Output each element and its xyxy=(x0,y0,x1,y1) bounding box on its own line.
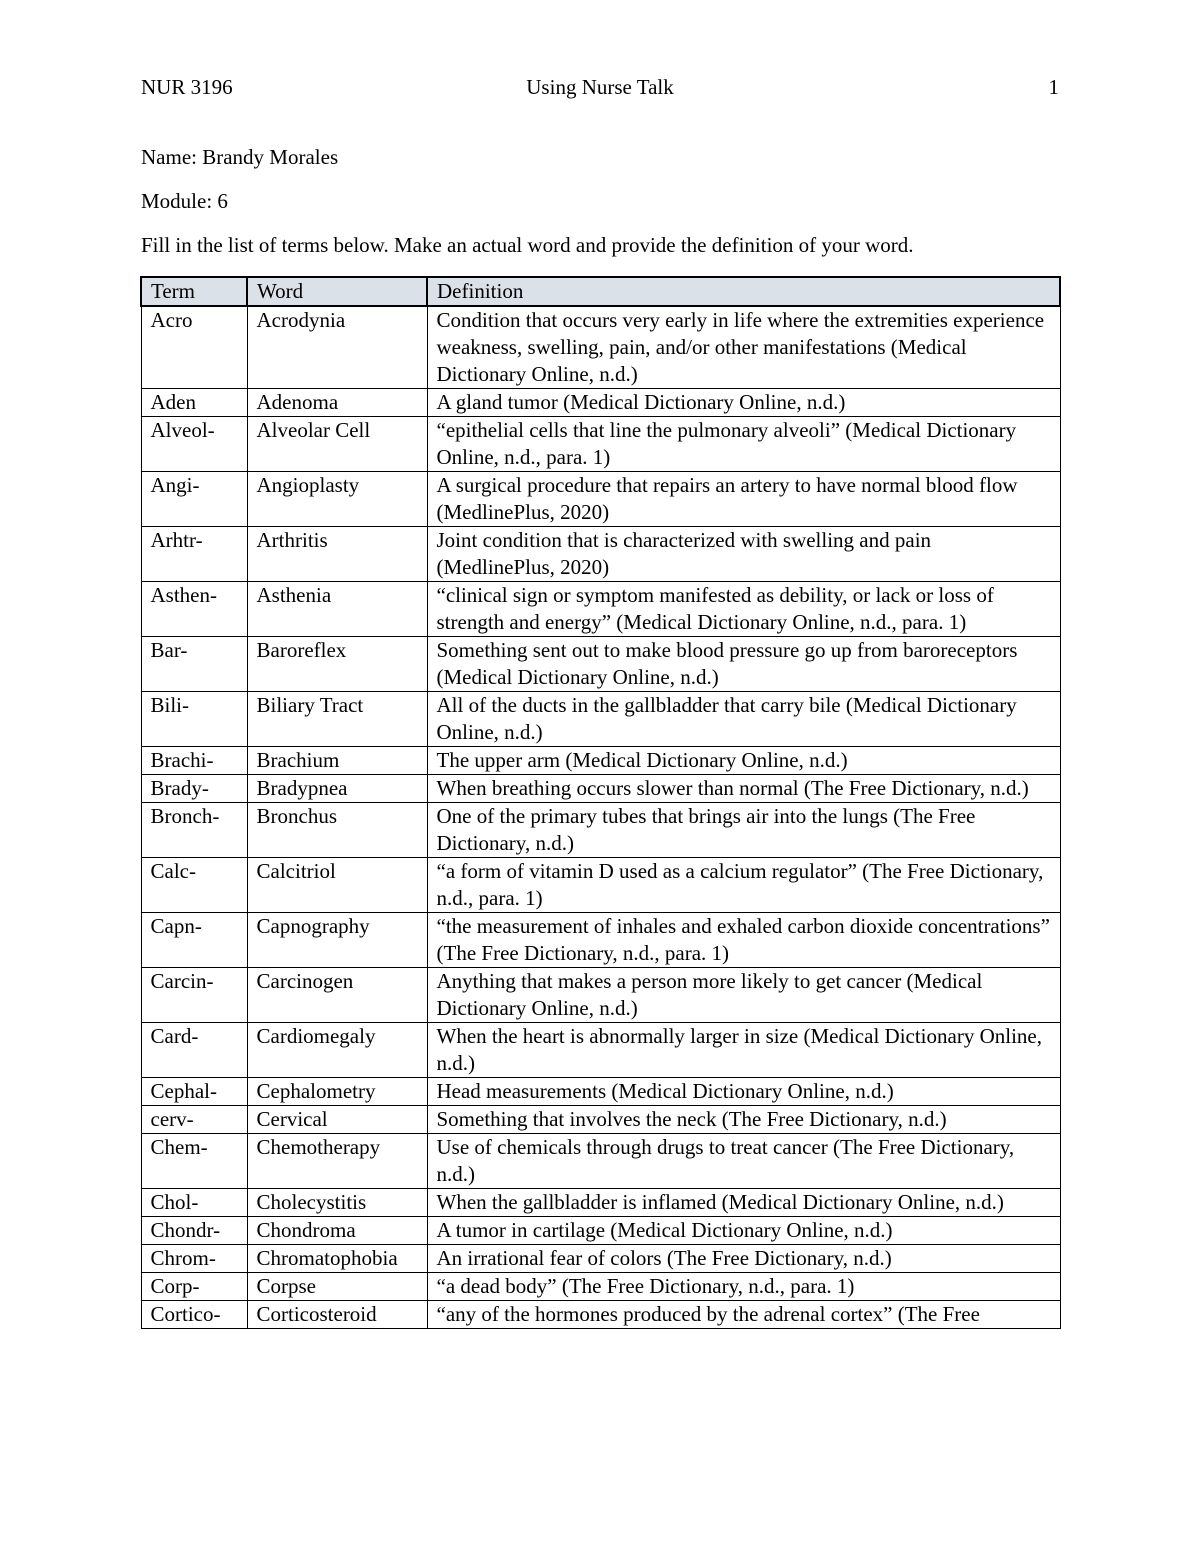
word-cell: Calcitriol xyxy=(247,858,427,913)
definition-cell: “epithelial cells that line the pulmonary alveoli” (Medical Dictionary Online, n.d., para. 1) xyxy=(427,417,1060,472)
term-cell: Alveol- xyxy=(141,417,247,472)
word-cell: Carcinogen xyxy=(247,968,427,1023)
table-row xyxy=(141,968,1060,1023)
table-body xyxy=(141,306,1060,1329)
term-cell: Asthen- xyxy=(141,582,247,637)
term-cell: Chol- xyxy=(141,1189,247,1217)
word-cell: Asthenia xyxy=(247,582,427,637)
definition-cell: Head measurements (Medical Dictionary Online, n.d.) xyxy=(427,1078,1060,1106)
table-row xyxy=(141,389,1060,417)
table-row xyxy=(141,527,1060,582)
term-cell: Angi- xyxy=(141,472,247,527)
table-row xyxy=(141,803,1060,858)
term-cell: Aden xyxy=(141,389,247,417)
word-cell: Biliary Tract xyxy=(247,692,427,747)
term-cell: Cephal- xyxy=(141,1078,247,1106)
word-cell: Acrodynia xyxy=(247,306,427,389)
definition-cell: “a form of vitamin D used as a calcium regulator” (The Free Dictionary, n.d., para. 1) xyxy=(427,858,1060,913)
term-cell: Capn- xyxy=(141,913,247,968)
table-row xyxy=(141,858,1060,913)
term-cell: Chem- xyxy=(141,1134,247,1189)
definition-cell: A gland tumor (Medical Dictionary Online, n.d.) xyxy=(427,389,1060,417)
course-code: NUR 3196 xyxy=(141,75,233,99)
definition-cell: All of the ducts in the gallbladder that carry bile (Medical Dictionary Online, n.d.) xyxy=(427,692,1060,747)
word-cell: Brachium xyxy=(247,747,427,775)
word-cell: Chemotherapy xyxy=(247,1134,427,1189)
word-cell: Corpse xyxy=(247,1273,427,1301)
table-row xyxy=(141,1301,1060,1329)
definition-cell: “a dead body” (The Free Dictionary, n.d., para. 1) xyxy=(427,1273,1060,1301)
table-row xyxy=(141,306,1060,389)
definition-cell: Use of chemicals through drugs to treat cancer (The Free Dictionary, n.d.) xyxy=(427,1134,1060,1189)
term-cell: Bronch- xyxy=(141,803,247,858)
table-row xyxy=(141,692,1060,747)
word-cell: Chondroma xyxy=(247,1217,427,1245)
definition-cell: When the gallbladder is inflamed (Medical Dictionary Online, n.d.) xyxy=(427,1189,1060,1217)
term-cell: Chondr- xyxy=(141,1217,247,1245)
definition-cell: A tumor in cartilage (Medical Dictionary Online, n.d.) xyxy=(427,1217,1060,1245)
definition-cell: One of the primary tubes that brings air into the lungs (The Free Dictionary, n.d.) xyxy=(427,803,1060,858)
term-cell: Carcin- xyxy=(141,968,247,1023)
term-cell: Chrom- xyxy=(141,1245,247,1273)
table-header-row xyxy=(141,277,1060,306)
term-cell: Card- xyxy=(141,1023,247,1078)
definition-cell: Condition that occurs very early in life where the extremities experience weakness, swelling, pain, and/or other manifestations (Medical Dictionary Online, n.d.) xyxy=(427,306,1060,389)
table-row xyxy=(141,417,1060,472)
definition-cell: A surgical procedure that repairs an artery to have normal blood flow (MedlinePlus, 2020) xyxy=(427,472,1060,527)
table-row xyxy=(141,1273,1060,1301)
definition-cell: An irrational fear of colors (The Free Dictionary, n.d.) xyxy=(427,1245,1060,1273)
word-cell: Alveolar Cell xyxy=(247,417,427,472)
table-row xyxy=(141,637,1060,692)
term-cell: cerv- xyxy=(141,1106,247,1134)
word-cell: Bradypnea xyxy=(247,775,427,803)
table-row xyxy=(141,913,1060,968)
page-header xyxy=(141,72,1059,102)
definition-cell: When the heart is abnormally larger in size (Medical Dictionary Online, n.d.) xyxy=(427,1023,1060,1078)
instructions: Fill in the list of terms below. Make an actual word and provide the definition of your word. xyxy=(141,233,914,257)
table-row xyxy=(141,1189,1060,1217)
word-cell: Bronchus xyxy=(247,803,427,858)
term-cell: Calc- xyxy=(141,858,247,913)
column-header-word: Word xyxy=(247,277,427,306)
term-cell: Brachi- xyxy=(141,747,247,775)
word-cell: Corticosteroid xyxy=(247,1301,427,1329)
word-cell: Arthritis xyxy=(247,527,427,582)
term-cell: Cortico- xyxy=(141,1301,247,1329)
table-row xyxy=(141,1106,1060,1134)
definition-cell: “any of the hormones produced by the adrenal cortex” (The Free xyxy=(427,1301,1060,1329)
term-cell: Bili- xyxy=(141,692,247,747)
term-cell: Bar- xyxy=(141,637,247,692)
definition-cell: “clinical sign or symptom manifested as debility, or lack or loss of strength and energy” (Medical Dictionary Online, n.d., para. 1) xyxy=(427,582,1060,637)
student-name: Name: Brandy Morales xyxy=(141,145,339,169)
column-header-definition: Definition xyxy=(427,277,1060,306)
definition-cell: “the measurement of inhales and exhaled carbon dioxide concentrations” (The Free Dictionary, n.d., para. 1) xyxy=(427,913,1060,968)
table-row xyxy=(141,582,1060,637)
module-number: Module: 6 xyxy=(141,189,228,213)
term-cell: Brady- xyxy=(141,775,247,803)
word-cell: Cardiomegaly xyxy=(247,1023,427,1078)
column-header-term: Term xyxy=(141,277,247,306)
term-cell: Corp- xyxy=(141,1273,247,1301)
term-cell: Acro xyxy=(141,306,247,389)
table-row xyxy=(141,1245,1060,1273)
definition-cell: Joint condition that is characterized with swelling and pain (MedlinePlus, 2020) xyxy=(427,527,1060,582)
table-row xyxy=(141,775,1060,803)
table-row xyxy=(141,1023,1060,1078)
word-cell: Cholecystitis xyxy=(247,1189,427,1217)
word-cell: Baroreflex xyxy=(247,637,427,692)
word-cell: Adenoma xyxy=(247,389,427,417)
definition-cell: When breathing occurs slower than normal (The Free Dictionary, n.d.) xyxy=(427,775,1060,803)
page-number: 1 xyxy=(1048,75,1059,99)
table-row xyxy=(141,472,1060,527)
table-row xyxy=(141,1078,1060,1106)
word-cell: Angioplasty xyxy=(247,472,427,527)
document-title: Using Nurse Talk xyxy=(526,75,674,99)
word-cell: Cervical xyxy=(247,1106,427,1134)
word-cell: Chromatophobia xyxy=(247,1245,427,1273)
table-row xyxy=(141,747,1060,775)
table-row xyxy=(141,1134,1060,1189)
word-cell: Capnography xyxy=(247,913,427,968)
definition-cell: The upper arm (Medical Dictionary Online, n.d.) xyxy=(427,747,1060,775)
definition-cell: Something that involves the neck (The Free Dictionary, n.d.) xyxy=(427,1106,1060,1134)
terms-table xyxy=(140,276,1061,1329)
definition-cell: Something sent out to make blood pressure go up from baroreceptors (Medical Dictionary Online, n.d.) xyxy=(427,637,1060,692)
definition-cell: Anything that makes a person more likely to get cancer (Medical Dictionary Online, n.d.) xyxy=(427,968,1060,1023)
term-cell: Arhtr- xyxy=(141,527,247,582)
table-row xyxy=(141,1217,1060,1245)
word-cell: Cephalometry xyxy=(247,1078,427,1106)
